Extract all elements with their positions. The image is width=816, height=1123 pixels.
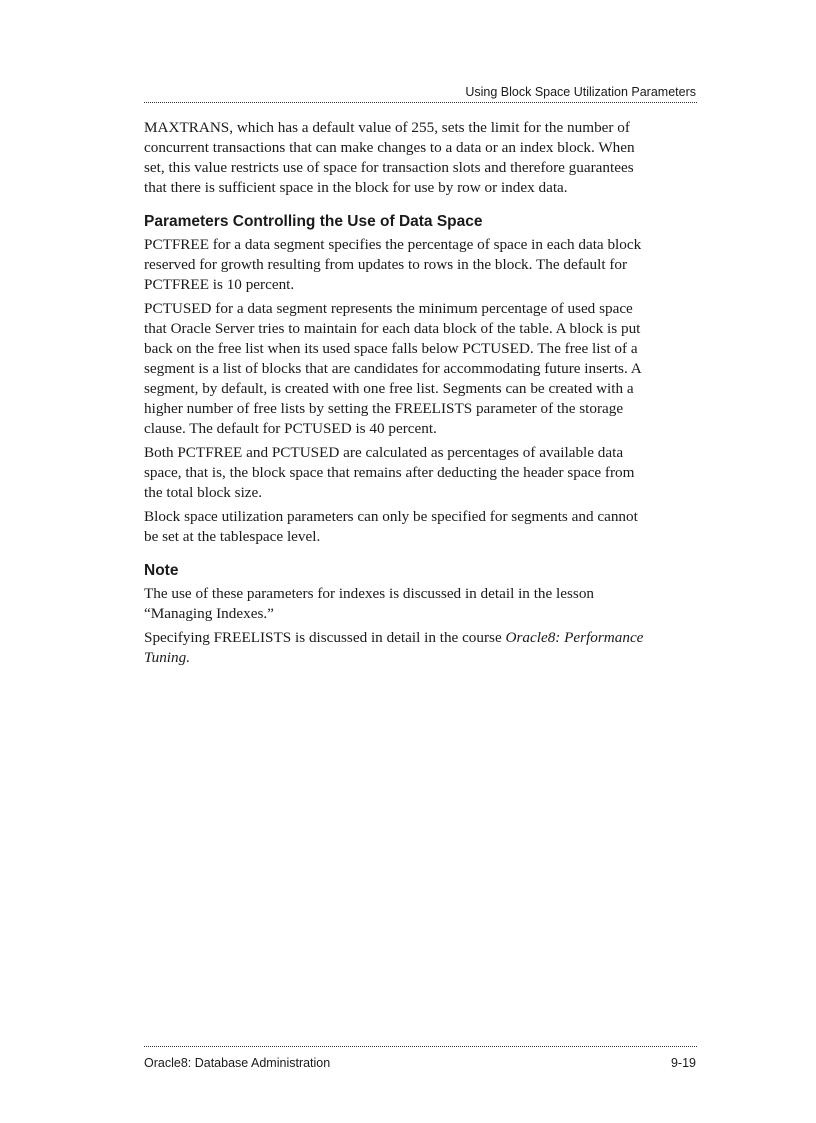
footer-divider (144, 1046, 697, 1047)
footer-title: Oracle8: Database Administration (144, 1056, 331, 1070)
note-freelists-text: Specifying FREELISTS is discussed in detail in the course (144, 629, 506, 646)
segment-level-paragraph: Block space utilization parameters can only be specified for segments and cannot be set at the tablespace level. (144, 508, 638, 545)
course-title: Oracle8: Performance Tuning. (144, 629, 644, 666)
page-footer (144, 1054, 696, 1072)
percentages-paragraph: Both PCTFREE and PCTUSED are calculated as percentages of available data space, that is, the block space that remains after deducting the header space from the total block size. (144, 444, 635, 501)
page-body (144, 118, 644, 672)
page-number: 9-19 (670, 1056, 696, 1070)
note-paragraph-indexes: The use of these parameters for indexes is discussed in detail in the lesson “Managing Indexes.” (144, 585, 595, 622)
intro-paragraph: MAXTRANS, which has a default value of 255, sets the limit for the number of concurrent transactions that can make changes to a data or an index block. When set, this value restricts use of space for transaction slots and therefore guarantees that there is sufficient space in the block for use by row or index data. (144, 119, 635, 196)
pctfree-paragraph: PCTFREE for a data segment specifies the percentage of space in each data block reserved for growth resulting from updates to rows in the block. The default for PCTFREE is 10 percent. (144, 236, 642, 293)
note-heading: Note (144, 562, 179, 579)
section-heading: Parameters Controlling the Use of Data Space (144, 213, 483, 230)
running-header-title: Using Block Space Utilization Parameters (465, 85, 696, 99)
pctused-paragraph: PCTUSED for a data segment represents the minimum percentage of used space that Oracle Server tries to maintain for each data block of the table. A block is put back on the free list when its used space falls below PCTUSED. The free list of a segment is a list of blocks that are candidates for accommodating future inserts. A segment, by default, is created with one free list. Segments can be created with a higher number of free lists by setting the FREELISTS parameter of the storage clause. The default for PCTUSED is 40 percent. (144, 300, 641, 437)
header-divider (144, 102, 697, 103)
note-paragraph-freelists (144, 628, 644, 668)
